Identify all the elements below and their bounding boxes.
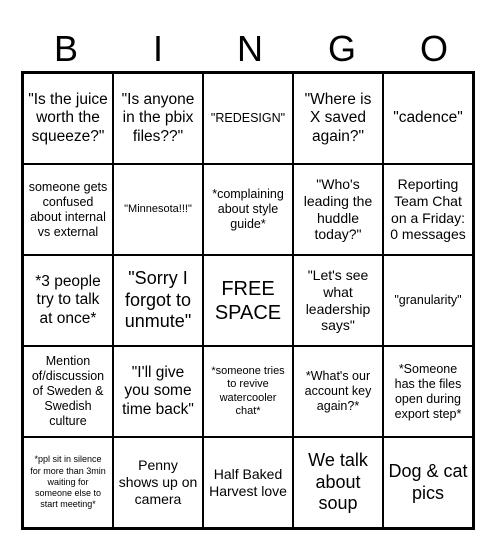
cell-text: "REDESIGN" <box>210 111 286 125</box>
cell-text: "Where is X saved again?" <box>304 90 372 145</box>
cell-text: *ppl sit in silence for more than 3min waiting for someone else to start meeting* <box>30 454 106 510</box>
bingo-cell-r4c1[interactable] <box>23 346 113 437</box>
bingo-cell-r4c4[interactable] <box>293 346 383 437</box>
header-letter-n: N <box>237 28 263 69</box>
cell-text: *complaining about style guide* <box>212 187 284 231</box>
header-letter-o: O <box>419 28 448 69</box>
bingo-header <box>20 28 480 70</box>
cell-text: "Who's leading the huddle today?" <box>303 175 373 243</box>
bingo-cell-r5c3[interactable] <box>203 437 293 528</box>
cell-text: "Is anyone in the pbix files??" <box>121 90 195 145</box>
bingo-cell-r4c5[interactable] <box>383 346 473 437</box>
cell-text: *3 people try to talk at once* <box>35 272 101 327</box>
header-letter-g: G <box>327 28 356 69</box>
header-letter-b: B <box>53 28 78 69</box>
bingo-cell-r4c2[interactable] <box>113 346 203 437</box>
bingo-cell-r2c2[interactable] <box>113 164 203 255</box>
bingo-cell-r1c4[interactable] <box>293 73 383 164</box>
cell-text: *someone tries to revive watercooler chat* <box>211 365 285 417</box>
cell-text: We talk about soup <box>308 450 368 514</box>
bingo-cell-r1c2[interactable] <box>113 73 203 164</box>
cell-text: "Let's see what leadership says" <box>305 266 371 334</box>
bingo-cell-r1c1[interactable] <box>23 73 113 164</box>
bingo-board <box>21 71 475 530</box>
cell-text: Reporting Team Chat on a Friday: 0 messages <box>390 175 466 243</box>
cell-text: *What's our account key again?* <box>304 369 372 413</box>
cell-text: "Is the juice worth the squeeze?" <box>28 90 108 145</box>
cell-text: Mention of/discussion of Sweden & Swedish culture <box>31 354 105 428</box>
header-letter-i: I <box>152 28 163 69</box>
bingo-cell-r2c3[interactable] <box>203 164 293 255</box>
cell-text: FREE SPACE <box>214 277 282 324</box>
cell-text: Dog & cat pics <box>388 460 468 503</box>
cell-text: "I'll give you some time back" <box>122 363 194 418</box>
cell-text: "Sorry I forgot to unmute" <box>124 268 192 332</box>
bingo-cell-r5c5[interactable] <box>383 437 473 528</box>
bingo-cell-r5c2[interactable] <box>113 437 203 528</box>
cell-text: Penny shows up on camera <box>118 457 198 507</box>
bingo-cell-r3c2[interactable] <box>113 255 203 346</box>
cell-text: *Someone has the files open during export step* <box>394 361 462 421</box>
cell-text: someone gets confused about internal vs external <box>28 179 108 239</box>
bingo-cell-r1c3[interactable] <box>203 73 293 164</box>
bingo-cell-r3c5[interactable] <box>383 255 473 346</box>
cell-text: "cadence" <box>393 109 463 127</box>
bingo-cell-r5c4[interactable] <box>293 437 383 528</box>
bingo-cell-free-space[interactable] <box>203 255 293 346</box>
cell-text: "granularity" <box>394 293 462 307</box>
bingo-cell-r4c3[interactable] <box>203 346 293 437</box>
bingo-cell-r1c5[interactable] <box>383 73 473 164</box>
cell-text: Half Baked Harvest love <box>209 465 287 499</box>
bingo-cell-r2c5[interactable] <box>383 164 473 255</box>
bingo-cell-r2c1[interactable] <box>23 164 113 255</box>
bingo-cell-r2c4[interactable] <box>293 164 383 255</box>
bingo-cell-r3c4[interactable] <box>293 255 383 346</box>
bingo-cell-r5c1[interactable] <box>23 437 113 528</box>
cell-text: "Minnesota!!!" <box>124 202 192 215</box>
bingo-cell-r3c1[interactable] <box>23 255 113 346</box>
